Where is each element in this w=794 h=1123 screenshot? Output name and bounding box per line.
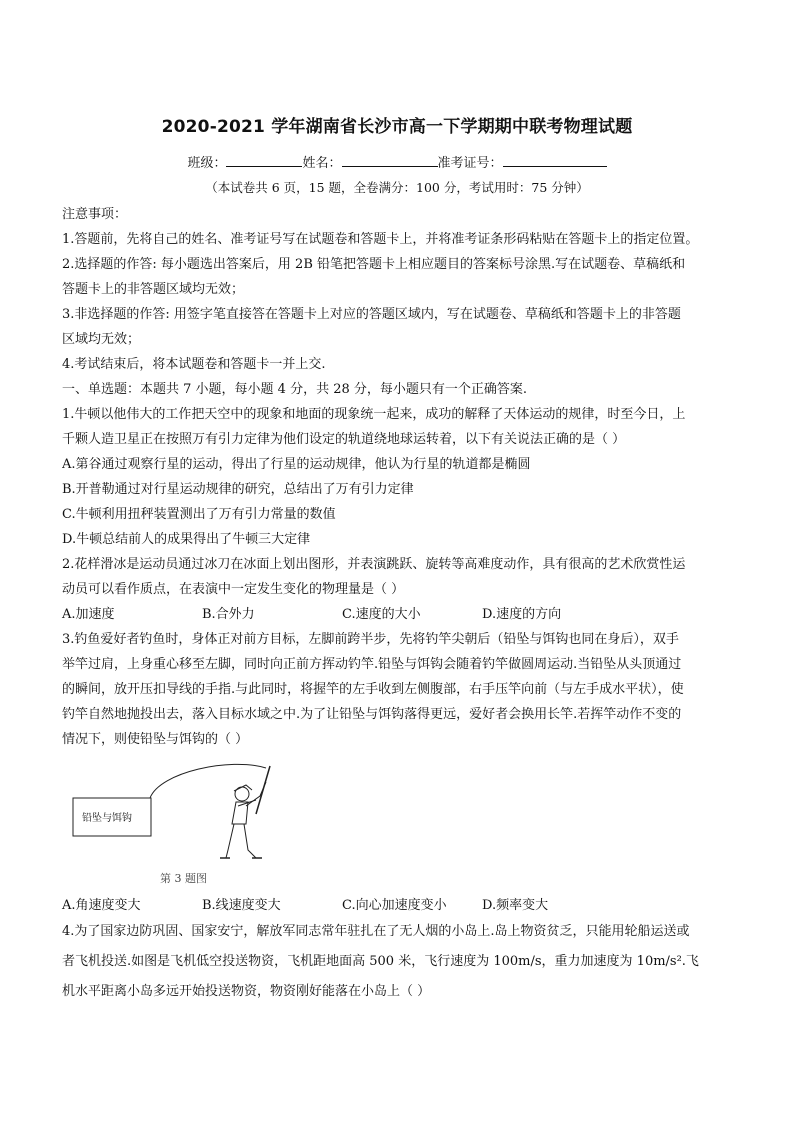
question-3-stem: 3.钓鱼爱好者钓鱼时，身体正对前方目标，左脚前跨半步，先将钓竿尖朝后（铅坠与饵钩也同在身后），双手 <box>62 632 679 647</box>
question-3-options <box>62 893 730 918</box>
exam-id-label: 准考证号： <box>437 156 503 171</box>
question-3-options-block <box>62 893 730 918</box>
question-4-stem: 机水平距离小岛多远开始投送物资，物资刚好能落在小岛上（ ） <box>62 984 431 999</box>
question-2-stem: 2.花样滑冰是运动员通过冰刀在冰面上划出图形，并表演跳跃、旋转等高难度动作，具有很高的艺术欣赏性运 <box>62 557 686 572</box>
question-4-stem: 4.为了国家边防巩固、国家安宁，解放军同志常年驻扎在了无人烟的小岛上.岛上物资贫乏，只能用轮船运送或 <box>62 924 690 939</box>
exam-info: （本试卷共 6 页，15 题，全卷满分：100 分，考试用时：75 分钟） <box>205 180 589 195</box>
question-3-stem: 的瞬间，放开压扣导线的手指.与此同时，将握竿的左手收到左侧腹部，右手压竿向前（与左手成水平状），使 <box>62 682 684 697</box>
notice-item: 答题卡上的非答题区域均无效； <box>62 282 245 297</box>
question-2-option-a: A.加速度 <box>62 607 115 622</box>
notice-item: 1.答题前，先将自己的姓名、准考证号写在试题卷和答题卡上，并将准考证条形码粘贴在答题卡上的指定位置。 <box>62 232 699 247</box>
question-1-option-b: B.开普勒通过对行星运动规律的研究，总结出了万有引力定律 <box>62 482 414 497</box>
question-1-option-d: D.牛顿总结前人的成果得出了牛顿三大定律 <box>62 532 311 547</box>
question-3-option-c: C.向心加速度变小 <box>342 898 447 913</box>
question-1-option-a: A.第谷通过观察行星的运动，得出了行星的运动规律，他认为行星的轨道都是椭圆 <box>62 457 531 472</box>
fishing-rod <box>256 766 270 814</box>
notice-item: 4.考试结束后，将本试题卷和答题卡一并上交. <box>62 357 326 372</box>
name-blank[interactable] <box>342 153 438 167</box>
name-label: 姓名： <box>302 156 342 171</box>
class-label: 班级： <box>187 156 227 171</box>
question-1-option-c: C.牛顿利用扭秤装置测出了万有引力常量的数值 <box>62 507 336 522</box>
page-title: 2020-2021 学年湖南省长沙市高一下学期期中联考物理试题 <box>161 117 633 137</box>
notice-block <box>62 202 730 752</box>
question-2-options <box>62 602 730 627</box>
student-info-row <box>0 152 794 171</box>
question-2-option-c: C.速度的大小 <box>342 607 421 622</box>
figure-label: 铅坠与饵钩 <box>82 813 132 824</box>
question-2-option-d: D.速度的方向 <box>482 607 562 622</box>
question-1-stem: 千颗人造卫星正在按照万有引力定律为他们设定的轨道绕地球运转着，以下有关说法正确的是（ ） <box>62 432 626 447</box>
class-blank[interactable] <box>226 153 302 167</box>
question-3-stem: 举竿过肩，上身重心移至左脚，同时向正前方挥动钓竿.铅坠与饵钩会随着钓竿做圆周运动.当铅坠从头顶通过 <box>62 657 682 672</box>
figure-caption: 第 3 题图 <box>160 872 207 885</box>
question-3-stem: 钓竿自然地抛投出去，落入目标水域之中.为了让铅坠与饵钩落得更远，爱好者会换用长竿.若挥竿动作不变的 <box>62 707 682 722</box>
question-3-figure <box>70 752 300 872</box>
question-3-option-a: A.角速度变大 <box>62 898 141 913</box>
question-3-stem: 情况下，则使铅坠与饵钩的（ ） <box>62 732 249 747</box>
question-3-option-d: D.频率变大 <box>482 898 549 913</box>
notice-item: 区域均无效； <box>62 332 141 347</box>
question-2-option-b: B.合外力 <box>202 607 255 622</box>
section-heading: 一、单选题：本题共 7 小题，每小题 4 分，共 28 分，每小题只有一个正确答案. <box>62 382 528 397</box>
notice-item: 3.非选择题的作答: 用签字笔直接答在答题卡上对应的答题区域内，写在试题卷、草稿纸和答题卡上的非答题 <box>62 307 681 322</box>
exam-id-blank[interactable] <box>503 153 607 167</box>
question-2-stem: 动员可以看作质点，在表演中一定发生变化的物理量是（ ） <box>62 582 405 597</box>
question-1-stem: 1.牛顿以他伟大的工作把天空中的现象和地面的现象统一起来，成功的解释了天体运动的规律，时至今日，上 <box>62 407 686 422</box>
question-3-option-b: B.线速度变大 <box>202 898 281 913</box>
question-4-stem: 者飞机投送.如图是飞机低空投送物资，飞机距地面高 500 米，飞行速度为 100m/s，重力加速度为 10m/s².飞 <box>62 954 699 969</box>
notice-heading: 注意事项： <box>62 207 128 222</box>
notice-item: 2.选择题的作答: 每小题选出答案后，用 2B 铅笔把答题卡上相应题目的答案标号涂黑.写在试题卷、草稿纸和 <box>62 257 686 272</box>
question-4-block <box>62 917 730 1007</box>
